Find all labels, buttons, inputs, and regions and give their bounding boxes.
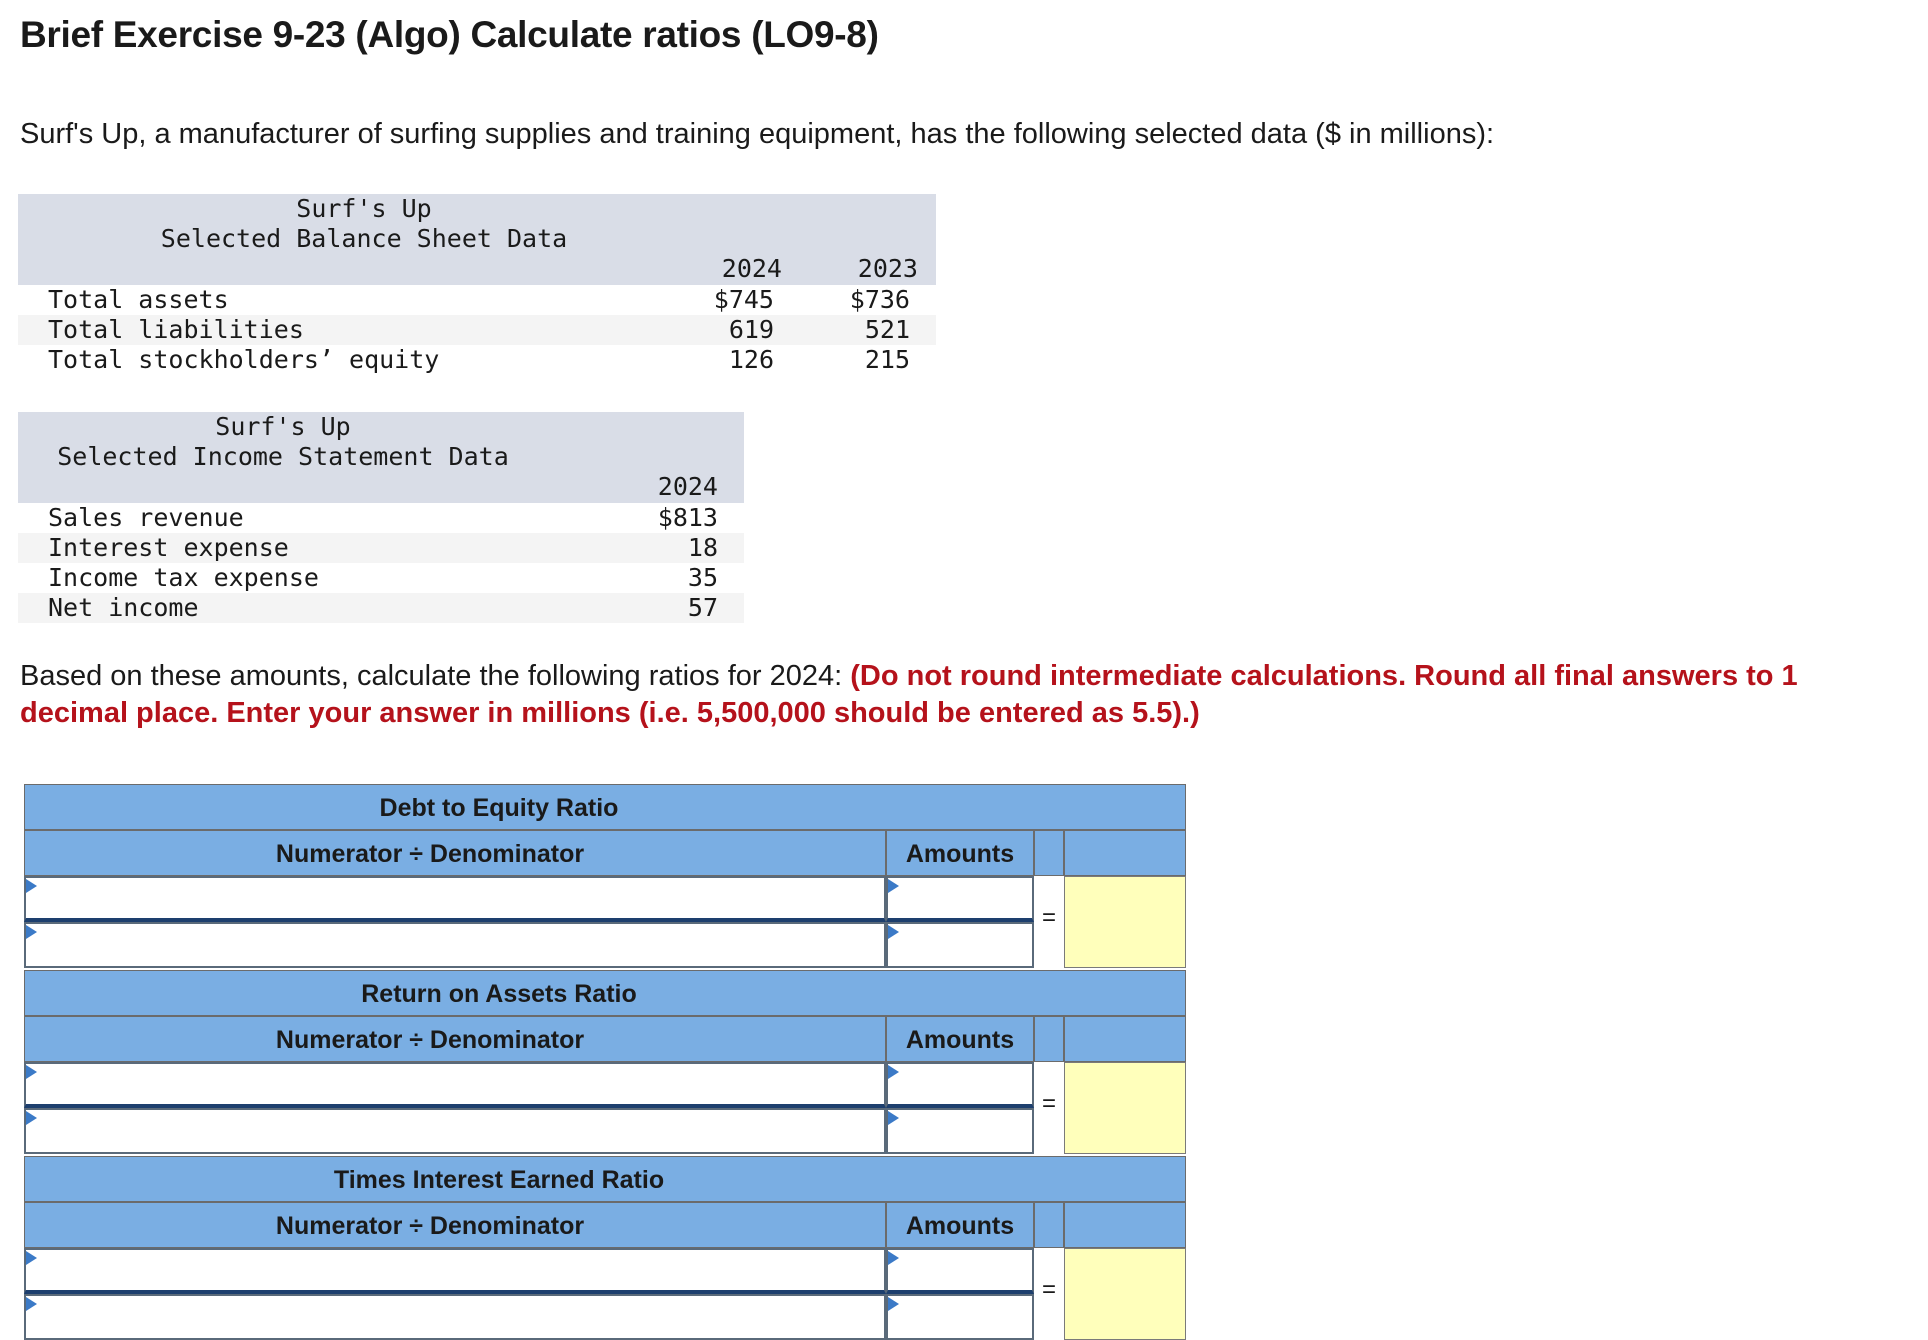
intro-text: Surf's Up, a manufacturer of surfing supplies and training equipment, has the following selected data ($ in millions): bbox=[20, 118, 1495, 150]
dropdown-flag-icon bbox=[26, 1065, 37, 1079]
denominator-amount-input[interactable] bbox=[886, 1294, 1034, 1340]
balance-sheet-title: Selected Balance Sheet Data bbox=[160, 224, 568, 253]
denominator-select[interactable] bbox=[24, 922, 886, 968]
formula-label: Numerator ÷ Denominator bbox=[275, 1212, 585, 1240]
balance-sheet-col-2024: 2024 bbox=[721, 254, 782, 283]
table-row bbox=[18, 285, 936, 315]
denominator-amount-input[interactable] bbox=[886, 922, 1034, 968]
ratio-header-amounts bbox=[886, 830, 1034, 876]
amounts-label: Amounts bbox=[905, 1212, 1015, 1240]
instructions-text: Based on these amounts, calculate the following ratios for 2024: bbox=[20, 660, 851, 692]
ratio-header-answer bbox=[1064, 1202, 1186, 1248]
ratio-answer-input[interactable] bbox=[1064, 1062, 1186, 1154]
ratio-answer-input[interactable] bbox=[1064, 1248, 1186, 1340]
row-value-2023: $736 bbox=[849, 285, 910, 314]
row-value-2023: 215 bbox=[864, 345, 910, 374]
income-statement-header bbox=[18, 412, 744, 503]
input-flag-icon bbox=[888, 1111, 899, 1125]
balance-sheet-table bbox=[18, 194, 936, 375]
row-label: Total liabilities bbox=[48, 315, 304, 344]
row-value-2024: 35 bbox=[687, 563, 718, 592]
input-flag-icon bbox=[888, 1251, 899, 1265]
exercise-heading: Brief Exercise 9-23 (Algo) Calculate ratios (LO9-8) bbox=[20, 14, 879, 55]
income-statement-col-2024: 2024 bbox=[657, 472, 718, 501]
ratio-title bbox=[24, 970, 1186, 1016]
row-value-2023: 521 bbox=[864, 315, 910, 344]
row-label: Income tax expense bbox=[48, 563, 319, 592]
ratio-header-formula bbox=[24, 1202, 886, 1248]
equals-sign: = bbox=[1041, 1090, 1056, 1117]
formula-label: Numerator ÷ Denominator bbox=[275, 840, 585, 868]
denominator-select[interactable] bbox=[24, 1294, 886, 1340]
instructions bbox=[20, 658, 1900, 732]
numerator-amount-input[interactable] bbox=[886, 1062, 1034, 1108]
numerator-select[interactable] bbox=[24, 1062, 886, 1108]
ratio-title-text: Times Interest Earned Ratio bbox=[333, 1166, 665, 1194]
ratio-header-amounts bbox=[886, 1202, 1034, 1248]
numerator-amount-input[interactable] bbox=[886, 876, 1034, 922]
ratio-title bbox=[24, 784, 1186, 830]
ratio-header-formula bbox=[24, 1016, 886, 1062]
income-statement-title: Selected Income Statement Data bbox=[57, 442, 509, 471]
amounts-label: Amounts bbox=[905, 1026, 1015, 1054]
ratio-header-spacer bbox=[1034, 1202, 1064, 1248]
table-row bbox=[18, 533, 744, 563]
ratio-header-amounts bbox=[886, 1016, 1034, 1062]
dropdown-flag-icon bbox=[26, 925, 37, 939]
dropdown-flag-icon bbox=[26, 1297, 37, 1311]
table-row bbox=[18, 503, 744, 533]
ratio-header-answer bbox=[1064, 830, 1186, 876]
income-statement-table bbox=[18, 412, 744, 623]
formula-label: Numerator ÷ Denominator bbox=[275, 1026, 585, 1054]
row-label: Net income bbox=[48, 593, 199, 622]
instructions-note: (Do not round intermediate calculations. Round all final answers to 1 decimal place. Enter your answer in millions (i.e. 5,500,000 should be entered as 5.5).) bbox=[20, 660, 1798, 729]
table-row bbox=[18, 563, 744, 593]
row-value-2024: 619 bbox=[728, 315, 774, 344]
table-row bbox=[18, 315, 936, 345]
amounts-label: Amounts bbox=[905, 840, 1015, 868]
ratio-header-formula bbox=[24, 830, 886, 876]
dropdown-flag-icon bbox=[26, 1251, 37, 1265]
equals-sign: = bbox=[1041, 1276, 1056, 1303]
row-value-2024: 57 bbox=[687, 593, 718, 622]
balance-sheet-company: Surf's Up bbox=[296, 194, 432, 223]
ratio-header-spacer bbox=[1034, 1016, 1064, 1062]
dropdown-flag-icon bbox=[26, 1111, 37, 1125]
row-value-2024: 126 bbox=[728, 345, 774, 374]
ratio-title bbox=[24, 1156, 1186, 1202]
balance-sheet-col-2023: 2023 bbox=[857, 254, 918, 283]
ratio-header-answer bbox=[1064, 1016, 1186, 1062]
row-label: Sales revenue bbox=[48, 503, 244, 532]
input-flag-icon bbox=[888, 925, 899, 939]
balance-sheet-header bbox=[18, 194, 936, 285]
denominator-select[interactable] bbox=[24, 1108, 886, 1154]
income-statement-company: Surf's Up bbox=[215, 412, 351, 441]
input-flag-icon bbox=[888, 1297, 899, 1311]
row-label: Interest expense bbox=[48, 533, 289, 562]
input-flag-icon bbox=[888, 1065, 899, 1079]
ratio-answer-input[interactable] bbox=[1064, 876, 1186, 968]
table-row bbox=[18, 345, 936, 375]
row-value-2024: 18 bbox=[687, 533, 718, 562]
row-value-2024: $745 bbox=[713, 285, 774, 314]
numerator-amount-input[interactable] bbox=[886, 1248, 1034, 1294]
table-row bbox=[18, 593, 744, 623]
numerator-select[interactable] bbox=[24, 876, 886, 922]
ratio-title-text: Return on Assets Ratio bbox=[361, 980, 637, 1008]
row-label: Total stockholders’ equity bbox=[48, 345, 440, 374]
numerator-select[interactable] bbox=[24, 1248, 886, 1294]
row-label: Total assets bbox=[48, 285, 229, 314]
denominator-amount-input[interactable] bbox=[886, 1108, 1034, 1154]
ratio-title-text: Debt to Equity Ratio bbox=[379, 794, 619, 822]
row-value-2024: $813 bbox=[657, 503, 718, 532]
equals-sign: = bbox=[1041, 904, 1056, 931]
dropdown-flag-icon bbox=[26, 879, 37, 893]
ratio-header-spacer bbox=[1034, 830, 1064, 876]
input-flag-icon bbox=[888, 879, 899, 893]
